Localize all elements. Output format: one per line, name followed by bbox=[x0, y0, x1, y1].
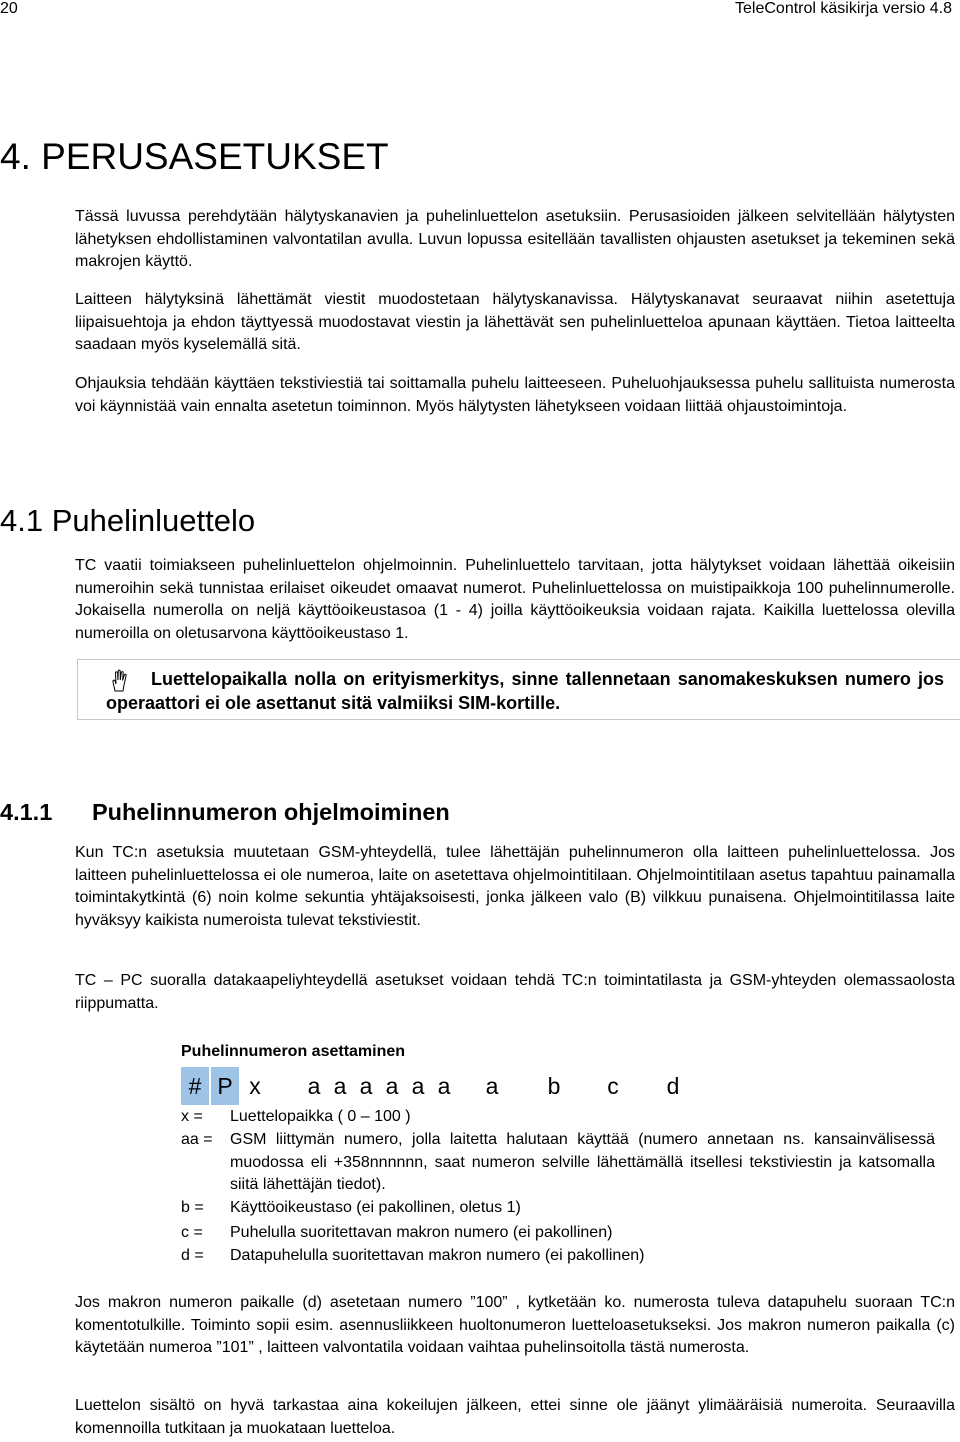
format-token: # bbox=[181, 1067, 209, 1105]
note-text: Luettelopaikalla nolla on erityismerkitys, sinne tallennetaan sanomakeskuksen numero jos operaattori ei ole asettanut sitä valmiiksi SIM-kortille. bbox=[106, 669, 944, 713]
chapter-paragraph: Laitteen hälytyksinä lähettämät viestit muodostetaan hälytyskanavissa. Hälytyskanavat seuraavat niihin asetettuja liipaisuehtoja ja ehdon täyttyessä muodostavat viestin ja lähettävät sen puhelinluetteloa apunaan käyttäen. Tietoa laitteelta saadaan myös kyselemällä sitä. bbox=[75, 291, 955, 354]
format-title: Puhelinnumeron asettaminen bbox=[181, 1043, 406, 1060]
format-token: a bbox=[307, 1073, 321, 1099]
format-token: P bbox=[211, 1067, 239, 1105]
section-paragraph: TC vaatii toimiakseen puhelinluettelon ohjelmoinnin. Puhelinluettelo tarvitaan, jotta hälytykset voidaan lähettää oikeisiin numeroihin sekä tunnistaa erilaiset oikeudet omaavat numerot. Puhelinluettelossa on muistipaikkoja 100 puhelinnumerolle. Jokaisella numerolla on neljä käyttöoikeustasoa (1 - 4) joilla käyttöoikeuksia voidaan rajata. Kaikilla luettelossa olevilla numeroilla on oletusarvona käyttöoikeustaso 1. bbox=[75, 557, 955, 642]
running-header-title: TeleControl käsikirja versio 4.8 bbox=[735, 0, 952, 17]
definition-value: Puhelulla suoritettavan makron numero (ei pakollinen) bbox=[230, 1224, 613, 1241]
definition-key: x = bbox=[181, 1108, 203, 1125]
closing-paragraph: Luettelon sisältö on hyvä tarkastaa aina kokeilujen jälkeen, ettei sinne ole jäänyt ylimääräisiä numeroita. Seuraavilla komennoilla tutkitaan ja muokataan luetteloa. bbox=[75, 1397, 955, 1437]
subsection-paragraph: TC – PC suoralla datakaapeliyhteydellä asetukset voidaan tehdä TC:n toimintatilasta ja GSM-yhteyden olemassaolosta riippumatta. bbox=[75, 972, 955, 1012]
definition-value: Käyttöoikeustaso (ei pakollinen, oletus 1) bbox=[230, 1199, 521, 1216]
format-token: x bbox=[249, 1073, 261, 1099]
subsection-number: 4.1.1 bbox=[0, 799, 53, 825]
subsection-heading bbox=[0, 799, 450, 826]
subsection-title: Puhelinnumeron ohjelmoiminen bbox=[92, 799, 450, 825]
definition-key: c = bbox=[181, 1224, 203, 1241]
format-token: a bbox=[485, 1073, 499, 1099]
chapter-paragraph: Ohjauksia tehdään käyttäen tekstiviestiä tai soittamalla puhelu laitteeseen. Puheluohjauksessa puhelu sallituista numerosta voi käynnistää vain ennalta asetetun toiminnon. Myös hälytysten lähetykseen voidaan liittää ohjaustoimintoja. bbox=[75, 375, 955, 415]
format-token: c bbox=[607, 1073, 619, 1099]
format-token: a bbox=[385, 1073, 399, 1099]
chapter-paragraph: Tässä luvussa perehdytään hälytyskanavien ja puhelinluettelon asetuksiin. Perusasioiden jälkeen selvitellään hälytysten lähetyksen ehdollistaminen valvontatilan avulla. Luvun lopussa esitellään tavallisten ohjausten asetukset ja tekeminen sekä makrojen käyttö. bbox=[75, 208, 955, 271]
section-heading: 4.1 Puhelinluettelo bbox=[0, 503, 256, 538]
closing-paragraph: Jos makron numeron paikalle (d) asetetaan numero ”100” , kytketään ko. numerosta tuleva datapuhelu suoraan TC:n komentotulkille. Toiminto sopii esim. asennusliikkeen huoltonumeron luetteloasetukseksi. Jos makron numeron paikalla (c) käytetään numeroa ”101” , laitteen valvontatila voidaan vaihtaa puhelinsoitolla tästä numerosta. bbox=[75, 1294, 955, 1357]
format-token: a bbox=[333, 1073, 347, 1099]
definition-value: Datapuhelulla suoritettavan makron numero (ei pakollinen) bbox=[230, 1247, 645, 1264]
format-token: b bbox=[547, 1073, 561, 1099]
definition-key: d = bbox=[181, 1247, 204, 1264]
chapter-heading: 4. PERUSASETUKSET bbox=[0, 136, 389, 177]
definition-key: b = bbox=[181, 1199, 204, 1216]
format-token: d bbox=[666, 1073, 680, 1099]
format-token: a bbox=[411, 1073, 425, 1099]
definition-value: Luettelopaikka ( 0 – 100 ) bbox=[230, 1108, 411, 1125]
subsection-paragraph: Kun TC:n asetuksia muutetaan GSM-yhteydellä, tulee lähettäjän puhelinnumeron olla laitteen puhelinluettelossa. Jos laitteen puhelinluettelossa ei ole numeroa, laite on asetettava ohjelmointitilaan. Ohjelmointitilaan asetus tapahtuu painamalla toimintakytkintä (6) noin kolme sekuntia yhtäjaksoisesti, jonka jälkeen valo (B) vilkkuu punaisena. Ohjelmointitilassa laite hyväksyy kaikista numeroista tulevat tekstiviestit. bbox=[75, 844, 955, 929]
definition-key: aa = bbox=[181, 1131, 213, 1148]
format-token: a bbox=[437, 1073, 451, 1099]
format-token: a bbox=[359, 1073, 373, 1099]
definition-value: GSM liittymän numero, jolla laitetta halutaan käyttää (numero annetaan ns. kansainvälisessä muodossa eli +358nnnnnn, saat numeron selville lähettämällä itsellesi tekstiviestin ja katsomalla siitä lähettäjän tiedot). bbox=[230, 1131, 935, 1194]
page-number: 20 bbox=[0, 0, 18, 17]
